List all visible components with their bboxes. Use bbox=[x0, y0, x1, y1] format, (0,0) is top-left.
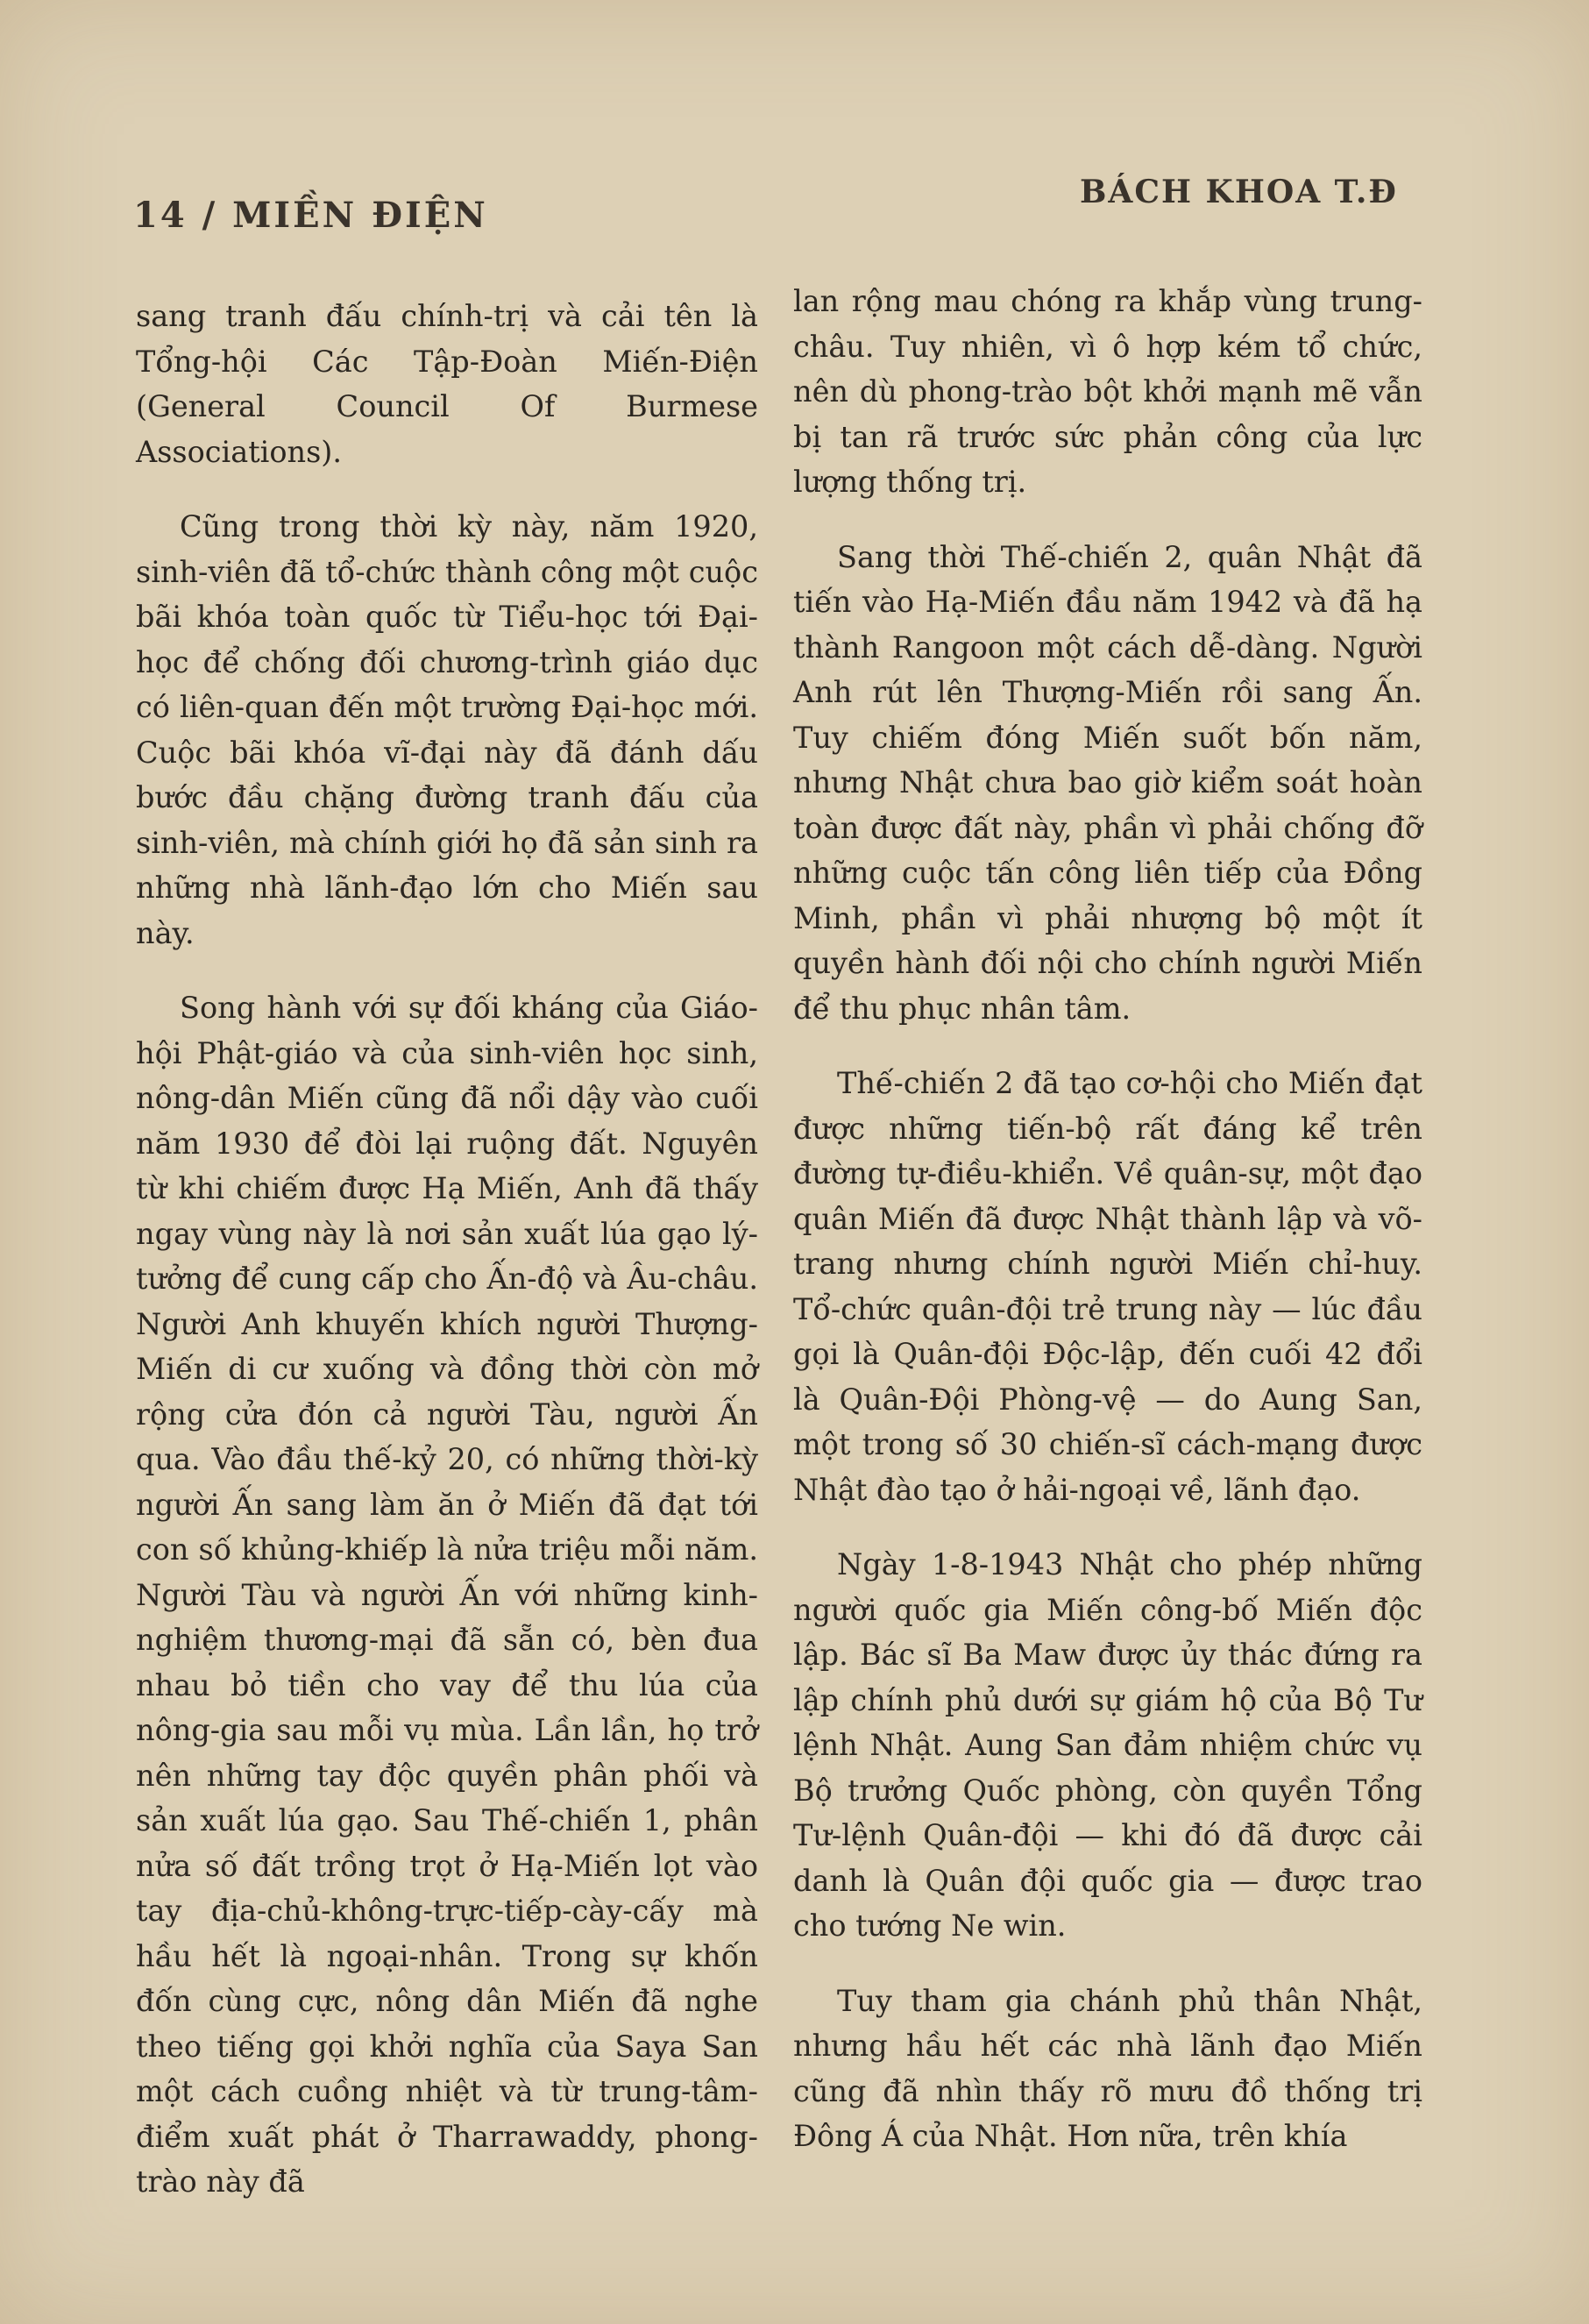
paragraph: lan rộng mau chóng ra khắp vùng trung-châu. Tuy nhiên, vì ô hợp kém tổ chức, nên dù phong-trào bột khởi mạnh mẽ vẫn bị tan rã trước sức phản công của lực lượng thống trị. bbox=[793, 284, 1422, 499]
page-header-right: BÁCH KHOA T.Đ bbox=[1080, 174, 1398, 210]
paragraph: Sang thời Thế-chiến 2, quân Nhật đã tiến vào Hạ-Miến đầu năm 1942 và đã hạ thành Rangoon một cách dễ-dàng. Người Anh rút lên Thượng-Miến rồi sang Ấn. Tuy chiếm đóng Miến suốt bốn năm, nhưng Nhật chưa bao giờ kiểm soát hoàn toàn được đất này, phần vì phải chống đỡ những cuộc tấn công liên tiếp của Đồng Minh, phần vì phải nhượng bộ một ít quyền hành đối nội cho chính người Miến để thu phục nhân tâm. bbox=[793, 539, 1422, 1026]
paragraph: Song hành với sự đối kháng của Giáo-hội Phật-giáo và của sinh-viên học sinh, nông-dân Miến cũng đã nổi dậy vào cuối năm 1930 để đòi lại ruộng đất. Nguyên từ khi chiếm được Hạ Miến, Anh đã thấy ngay vùng này là nơi sản xuất lúa gạo lý-tưởng để cung cấp cho Ấn-độ và Âu-châu. Người Anh khuyến khích người Thượng-Miến di cư xuống và đồng thời còn mở rộng cửa đón cả người Tàu, người Ấn qua. Vào đầu thế-kỷ 20, có những thời-kỳ người Ấn sang làm ăn ở Miến đã đạt tới con số khủng-khiếp là nửa triệu mỗi năm. Người Tàu và người Ấn với những kinh-nghiệm thương-mại đã sẵn có, bèn đua nhau bỏ tiền cho vay để thu lúa của nông-gia sau mỗi vụ mùa. Lần lần, họ trở nên những tay độc quyền phân phối và sản xuất lúa gạo. Sau Thế-chiến 1, phân nửa số đất trồng trọt ở Hạ-Miến lọt vào tay địa-chủ-không-trực-tiếp-cày-cấy mà hầu hết là ngoại-nhân. Trong sự khốn đốn cùng cực, nông dân Miến đã nghe theo tiếng gọi khởi nghĩa của Saya San một cách cuồng nhiệt và từ trung-tâm-điểm xuất phát ở Tharrawaddy, phong-trào này đã bbox=[136, 991, 758, 2199]
right-column bbox=[793, 279, 1422, 2189]
left-column bbox=[136, 294, 758, 2235]
paragraph: Thế-chiến 2 đã tạo cơ-hội cho Miến đạt được những tiến-bộ rất đáng kể trên đường tự-điều-khiển. Về quân-sự, một đạo quân Miến đã được Nhật thành lập và võ-trang nhưng chính người Miến chỉ-huy. Tổ-chức quân-đội trẻ trung này — lúc đầu gọi là Quân-đội Độc-lập, đến cuối 42 đổi là Quân-Đội Phòng-vệ — do Aung San, một trong số 30 chiến-sĩ cách-mạng được Nhật đào tạo ở hải-ngoại về, lãnh đạo. bbox=[793, 1066, 1422, 1507]
paragraph: Ngày 1-8-1943 Nhật cho phép những người quốc gia Miến công-bố Miến độc lập. Bác sĩ Ba Maw được ủy thác đứng ra lập chính phủ dưới sự giám hộ của Bộ Tư lệnh Nhật. Aung San đảm nhiệm chức vụ Bộ trưởng Quốc phòng, còn quyền Tổng Tư-lệnh Quân-đội — khi đó đã được cải danh là Quân đội quốc gia — được trao cho tướng Ne win. bbox=[793, 1547, 1422, 1943]
paragraph: sang tranh đấu chính-trị và cải tên là Tổng-hội Các Tập-Đoàn Miến-Điện (General Council Of Burmese Associations). bbox=[136, 299, 758, 469]
paragraph: Cũng trong thời kỳ này, năm 1920, sinh-viên đã tổ-chức thành công một cuộc bãi khóa toàn quốc từ Tiểu-học tới Đại-học để chống đối chương-trình giáo dục có liên-quan đến một trường Đại-học mới. Cuộc bãi khóa vĩ-đại này đã đánh dấu bước đầu chặng đường tranh đấu của sinh-viên, mà chính giới họ đã sản sinh ra những nhà lãnh-đạo lớn cho Miến sau này. bbox=[136, 509, 758, 950]
paragraph: Tuy tham gia chánh phủ thân Nhật, nhưng hầu hết các nhà lãnh đạo Miến cũng đã nhìn thấy rõ mưu đồ thống trị Đông Á của Nhật. Hơn nữa, trên khía bbox=[793, 1983, 1422, 2153]
page-header-left: 14 / MIỀN ĐIỆN bbox=[133, 195, 488, 236]
